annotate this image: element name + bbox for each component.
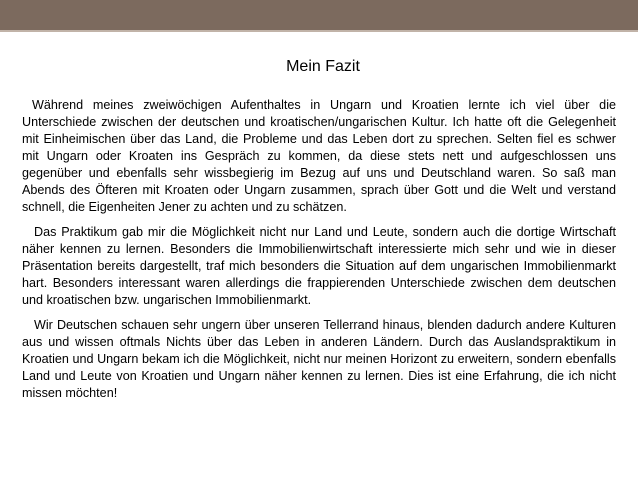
paragraph-3: Wir Deutschen schauen sehr ungern über unseren Tellerrand hinaus, blenden dadurch andere Kulturen aus und wissen oftmals Nichts über das Leben in anderen Ländern. Durch das Auslandspraktikum in Kroatien und Ungarn bekam ich die Möglichkeit, nicht nur meinen Horizont zu erweitern, sondern ebenfalls Land und Leute von Kroatien und Ungarn näher kennen zu lernen. Dies ist eine Erfahrung, die ich nicht missen möchten!: [22, 318, 616, 400]
paragraph-2: Das Praktikum gab mir die Möglichkeit nicht nur Land und Leute, sondern auch die dortige Wirtschaft näher kennen zu lernen. Besonders die Immobilienwirtschaft interessierte mich sehr und wie in dieser Präsentation bereits dargestellt, traf mich besonders die Situation auf dem ungarischen Immobilienmarkt hart. Besonders interessant waren allerdings die frappierenden Unterschiede zwischen dem deutschen und kroatischen bzw. ungarischen Immobilienmarkt.: [22, 225, 616, 307]
slide-title-container: [0, 58, 638, 76]
header-accent-line: [0, 30, 638, 32]
slide-title: Mein Fazit: [286, 58, 360, 75]
slide-body: [22, 97, 616, 410]
header-bar: [0, 0, 638, 30]
paragraph-1: Während meines zweiwöchigen Aufenthaltes in Ungarn und Kroatien lernte ich viel über die Unterschiede zwischen der deutschen und kroatischen/ungarischen Kultur. Ich hatte oft die Gelegenheit mit Einheimischen über das Land, die Probleme und das Leben dort zu sprechen. Selten fiel es schwer mit Ungarn oder Kroaten ins Gespräch zu kommen, da diese stets nett und aufgeschlossen uns gegenüber und ebenfalls sehr wissbegierig im Bezug auf uns und Deutschland waren. So saß man Abends des Öfteren mit Kroaten oder Ungarn zusammen, sprach über Gott und die Welt und verstand schnell, die Eigenheiten Jener zu achten und zu schätzen.: [22, 98, 616, 214]
